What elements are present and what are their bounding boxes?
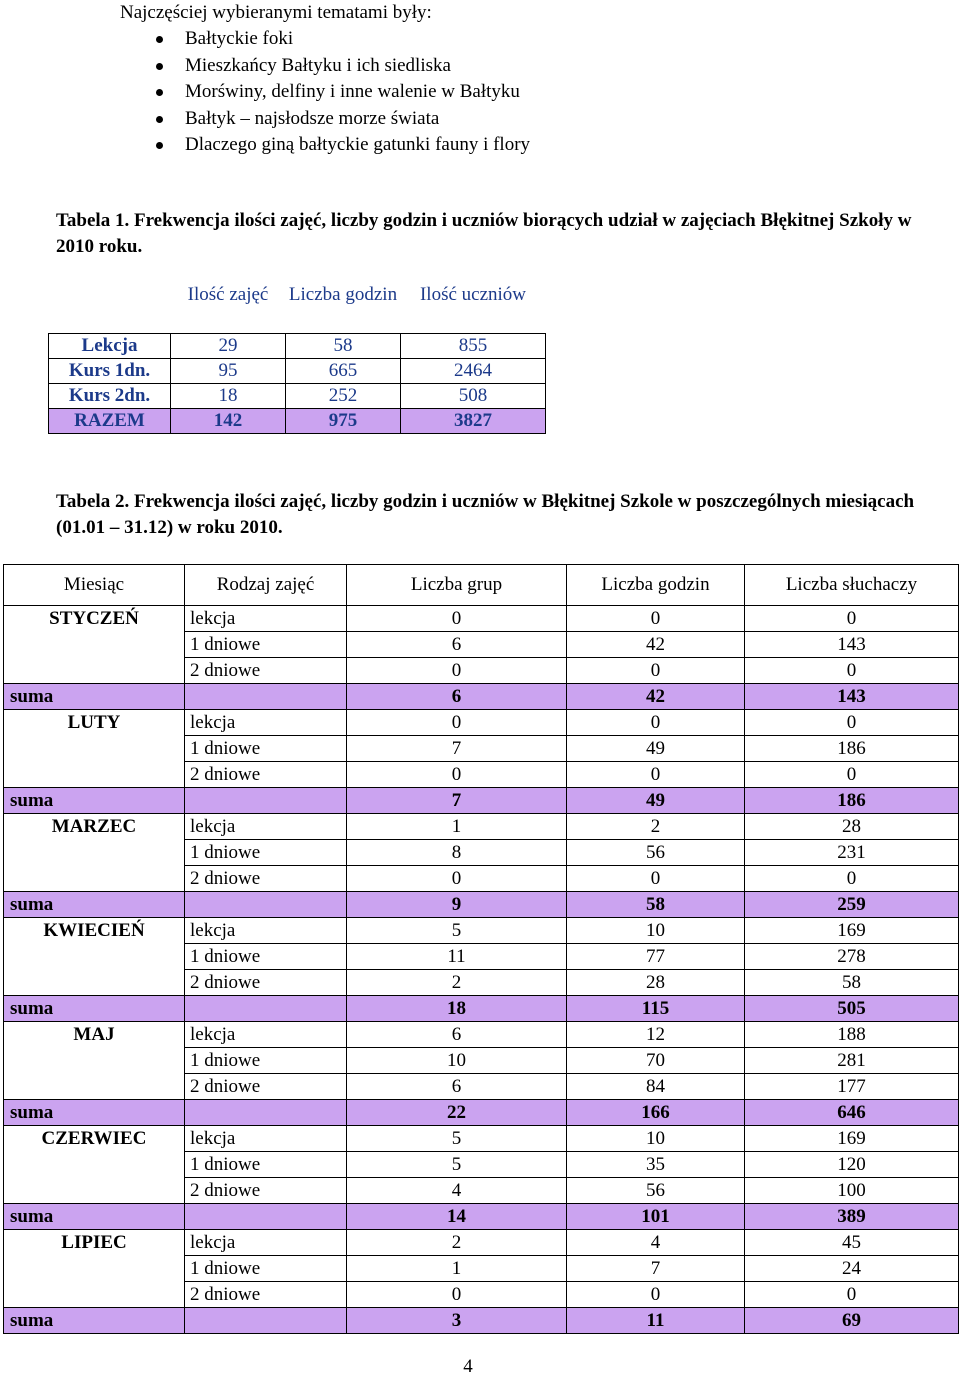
listeners-count: 169 [745, 1126, 959, 1152]
suma-groups: 3 [347, 1308, 567, 1334]
topic-label: Morświny, delfiny i inne walenie w Bałtyku [185, 81, 520, 102]
suma-blank [185, 996, 347, 1022]
table2-row [4, 866, 959, 892]
table2-caption: Tabela 2. Frekwencja ilości zajęć, liczby godzin i uczniów w Błękitnej Szkole w poszczególnych miesiącach (01.01 – 31.12) w roku 2010. [56, 491, 915, 538]
table1-row-label: Lekcja [49, 334, 171, 359]
topic-item [120, 106, 530, 133]
topic-item [120, 53, 530, 80]
suma-groups: 18 [347, 996, 567, 1022]
listeners-count: 0 [745, 606, 959, 632]
group-count: 5 [347, 1152, 567, 1178]
class-type: lekcja [185, 918, 347, 944]
group-count: 11 [347, 944, 567, 970]
group-count: 1 [347, 1256, 567, 1282]
suma-blank [185, 1100, 347, 1126]
bullet-icon [156, 116, 163, 123]
intro-text: Najczęściej wybieranymi tematami były: [120, 2, 432, 23]
hours-count: 84 [567, 1074, 745, 1100]
hours-count: 4 [567, 1230, 745, 1256]
table2-header-cell: Liczba słuchaczy [745, 565, 959, 606]
suma-groups: 14 [347, 1204, 567, 1230]
table1-cell: 18 [171, 384, 286, 409]
month-cell [4, 840, 185, 866]
table2-row [4, 840, 959, 866]
suma-label: suma [4, 684, 185, 710]
table2-row [4, 710, 959, 736]
suma-blank [185, 1204, 347, 1230]
month-cell [4, 1178, 185, 1204]
listeners-count: 28 [745, 814, 959, 840]
group-count: 7 [347, 736, 567, 762]
table2-row [4, 658, 959, 684]
hours-count: 7 [567, 1256, 745, 1282]
table2-suma-row [4, 1100, 959, 1126]
listeners-count: 45 [745, 1230, 959, 1256]
group-count: 5 [347, 1126, 567, 1152]
class-type: 2 dniowe [185, 1074, 347, 1100]
table2-row [4, 1178, 959, 1204]
class-type: 1 dniowe [185, 1256, 347, 1282]
month-name: MAJ [4, 1022, 185, 1048]
listeners-count: 0 [745, 1282, 959, 1308]
month-cell [4, 944, 185, 970]
month-name: MARZEC [4, 814, 185, 840]
table2-header-cell: Liczba grup [347, 565, 567, 606]
listeners-count: 0 [745, 710, 959, 736]
hours-count: 28 [567, 970, 745, 996]
page-number: 4 [463, 1356, 473, 1377]
hours-count: 56 [567, 1178, 745, 1204]
table1-cell: 58 [286, 334, 401, 359]
table1-corner [49, 282, 171, 334]
table1-cell: 855 [401, 334, 546, 359]
table2-suma-row [4, 788, 959, 814]
listeners-count: 281 [745, 1048, 959, 1074]
table1-cell: 3827 [401, 409, 546, 434]
table1-header-cell: Ilość zajęć [187, 284, 269, 305]
class-type: 1 dniowe [185, 1048, 347, 1074]
suma-label: suma [4, 1204, 185, 1230]
table2-header-row [4, 565, 959, 606]
table2-suma-row [4, 684, 959, 710]
table1-cell: 2464 [401, 359, 546, 384]
month-cell [4, 1048, 185, 1074]
suma-hours: 11 [567, 1308, 745, 1334]
table2-row [4, 1282, 959, 1308]
suma-blank [185, 788, 347, 814]
suma-label: suma [4, 788, 185, 814]
suma-blank [185, 1308, 347, 1334]
hours-count: 0 [567, 1282, 745, 1308]
table1-cell: 508 [401, 384, 546, 409]
class-type: 1 dniowe [185, 944, 347, 970]
class-type: lekcja [185, 814, 347, 840]
class-type: 2 dniowe [185, 1178, 347, 1204]
class-type: 1 dniowe [185, 632, 347, 658]
suma-hours: 58 [567, 892, 745, 918]
class-type: 2 dniowe [185, 762, 347, 788]
group-count: 6 [347, 632, 567, 658]
group-count: 0 [347, 658, 567, 684]
table1-header-row [49, 282, 546, 334]
group-count: 0 [347, 1282, 567, 1308]
topic-list [120, 26, 530, 159]
hours-count: 49 [567, 736, 745, 762]
group-count: 4 [347, 1178, 567, 1204]
topic-item [120, 132, 530, 159]
suma-listeners: 143 [745, 684, 959, 710]
table1-cell: 95 [171, 359, 286, 384]
listeners-count: 24 [745, 1256, 959, 1282]
suma-listeners: 69 [745, 1308, 959, 1334]
suma-listeners: 505 [745, 996, 959, 1022]
table2-row [4, 814, 959, 840]
month-name: LUTY [4, 710, 185, 736]
listeners-count: 0 [745, 762, 959, 788]
group-count: 10 [347, 1048, 567, 1074]
group-count: 0 [347, 762, 567, 788]
group-count: 0 [347, 606, 567, 632]
table2-row [4, 762, 959, 788]
suma-listeners: 389 [745, 1204, 959, 1230]
topic-label: Bałtyckie foki [185, 28, 294, 49]
table2-row [4, 1256, 959, 1282]
suma-listeners: 646 [745, 1100, 959, 1126]
class-type: 2 dniowe [185, 658, 347, 684]
hours-count: 56 [567, 840, 745, 866]
table2-row [4, 1230, 959, 1256]
suma-hours: 166 [567, 1100, 745, 1126]
month-cell [4, 658, 185, 684]
table1-cell: 665 [286, 359, 401, 384]
hours-count: 70 [567, 1048, 745, 1074]
bullet-icon [156, 89, 163, 96]
table1-cell: 29 [171, 334, 286, 359]
group-count: 1 [347, 814, 567, 840]
table1-header-cell: Liczba godzin [288, 284, 398, 305]
suma-label: suma [4, 996, 185, 1022]
group-count: 8 [347, 840, 567, 866]
month-cell [4, 866, 185, 892]
class-type: 1 dniowe [185, 736, 347, 762]
group-count: 0 [347, 866, 567, 892]
hours-count: 0 [567, 606, 745, 632]
table2-header-cell: Rodzaj zajęć [185, 565, 347, 606]
table2-row [4, 1048, 959, 1074]
month-cell [4, 1256, 185, 1282]
table1-total-row [49, 409, 546, 434]
listeners-count: 143 [745, 632, 959, 658]
month-cell [4, 736, 185, 762]
table2-row [4, 1022, 959, 1048]
table2-header-cell: Liczba godzin [567, 565, 745, 606]
table1-row-label: Kurs 2dn. [49, 384, 171, 409]
month-name: LIPIEC [4, 1230, 185, 1256]
table2-row [4, 736, 959, 762]
table2-row [4, 606, 959, 632]
bullet-icon [156, 36, 163, 43]
month-cell [4, 1282, 185, 1308]
class-type: lekcja [185, 606, 347, 632]
hours-count: 35 [567, 1152, 745, 1178]
suma-groups: 22 [347, 1100, 567, 1126]
table2-row [4, 632, 959, 658]
hours-count: 0 [567, 710, 745, 736]
month-name: CZERWIEC [4, 1126, 185, 1152]
class-type: 2 dniowe [185, 866, 347, 892]
class-type: 2 dniowe [185, 970, 347, 996]
listeners-count: 177 [745, 1074, 959, 1100]
class-type: lekcja [185, 1022, 347, 1048]
table2-row [4, 944, 959, 970]
listeners-count: 58 [745, 970, 959, 996]
table2-suma-row [4, 996, 959, 1022]
listeners-count: 120 [745, 1152, 959, 1178]
topic-item [120, 79, 530, 106]
table1-cell: 975 [286, 409, 401, 434]
suma-blank [185, 684, 347, 710]
table1-row [49, 334, 546, 359]
suma-label: suma [4, 892, 185, 918]
table1-row-label: RAZEM [49, 409, 171, 434]
topic-label: Dlaczego giną bałtyckie gatunki fauny i flory [185, 134, 531, 155]
hours-count: 12 [567, 1022, 745, 1048]
suma-hours: 115 [567, 996, 745, 1022]
class-type: lekcja [185, 1126, 347, 1152]
suma-label: suma [4, 1100, 185, 1126]
table1-row [49, 359, 546, 384]
table2-row [4, 918, 959, 944]
hours-count: 42 [567, 632, 745, 658]
bullet-icon [156, 142, 163, 149]
class-type: lekcja [185, 1230, 347, 1256]
suma-label: suma [4, 1308, 185, 1334]
suma-groups: 7 [347, 788, 567, 814]
month-cell [4, 1152, 185, 1178]
month-name: KWIECIEŃ [4, 918, 185, 944]
suma-hours: 42 [567, 684, 745, 710]
suma-hours: 49 [567, 788, 745, 814]
table2 [3, 564, 959, 1334]
bullet-icon [156, 63, 163, 70]
table2-row [4, 970, 959, 996]
hours-count: 10 [567, 918, 745, 944]
topic-label: Mieszkańcy Bałtyku i ich siedliska [185, 54, 451, 76]
listeners-count: 188 [745, 1022, 959, 1048]
table2-row [4, 1074, 959, 1100]
listeners-count: 100 [745, 1178, 959, 1204]
table1-row [49, 384, 546, 409]
month-cell [4, 762, 185, 788]
table1-caption: Tabela 1. Frekwencja ilości zajęć, liczby godzin i uczniów biorących udział w zajęciach Błękitnej Szkoły w 2010 roku. [56, 210, 912, 257]
class-type: lekcja [185, 710, 347, 736]
group-count: 6 [347, 1022, 567, 1048]
listeners-count: 278 [745, 944, 959, 970]
table1-cell: 142 [171, 409, 286, 434]
hours-count: 0 [567, 762, 745, 788]
class-type: 1 dniowe [185, 1152, 347, 1178]
table2-suma-row [4, 1308, 959, 1334]
suma-hours: 101 [567, 1204, 745, 1230]
suma-listeners: 186 [745, 788, 959, 814]
table2-suma-row [4, 892, 959, 918]
table1-header-cell: Ilość uczniów [419, 284, 527, 305]
group-count: 2 [347, 1230, 567, 1256]
table1-cell: 252 [286, 384, 401, 409]
hours-count: 10 [567, 1126, 745, 1152]
table1 [48, 282, 546, 434]
suma-groups: 9 [347, 892, 567, 918]
group-count: 6 [347, 1074, 567, 1100]
topic-label: Bałtyk – najsłodsze morze świata [185, 107, 440, 129]
suma-groups: 6 [347, 684, 567, 710]
suma-blank [185, 892, 347, 918]
group-count: 2 [347, 970, 567, 996]
month-name: STYCZEŃ [4, 606, 185, 632]
group-count: 5 [347, 918, 567, 944]
class-type: 1 dniowe [185, 840, 347, 866]
topic-item [120, 26, 530, 53]
group-count: 0 [347, 710, 567, 736]
table2-suma-row [4, 1204, 959, 1230]
listeners-count: 169 [745, 918, 959, 944]
table2-row [4, 1152, 959, 1178]
month-cell [4, 970, 185, 996]
suma-listeners: 259 [745, 892, 959, 918]
hours-count: 77 [567, 944, 745, 970]
table2-body [4, 565, 959, 1334]
listeners-count: 0 [745, 866, 959, 892]
table1-row-label: Kurs 1dn. [49, 359, 171, 384]
table2-header-cell: Miesiąc [4, 565, 185, 606]
listeners-count: 231 [745, 840, 959, 866]
listeners-count: 0 [745, 658, 959, 684]
month-cell [4, 1074, 185, 1100]
hours-count: 2 [567, 814, 745, 840]
class-type: 2 dniowe [185, 1282, 347, 1308]
table2-row [4, 1126, 959, 1152]
hours-count: 0 [567, 866, 745, 892]
month-cell [4, 632, 185, 658]
hours-count: 0 [567, 658, 745, 684]
listeners-count: 186 [745, 736, 959, 762]
